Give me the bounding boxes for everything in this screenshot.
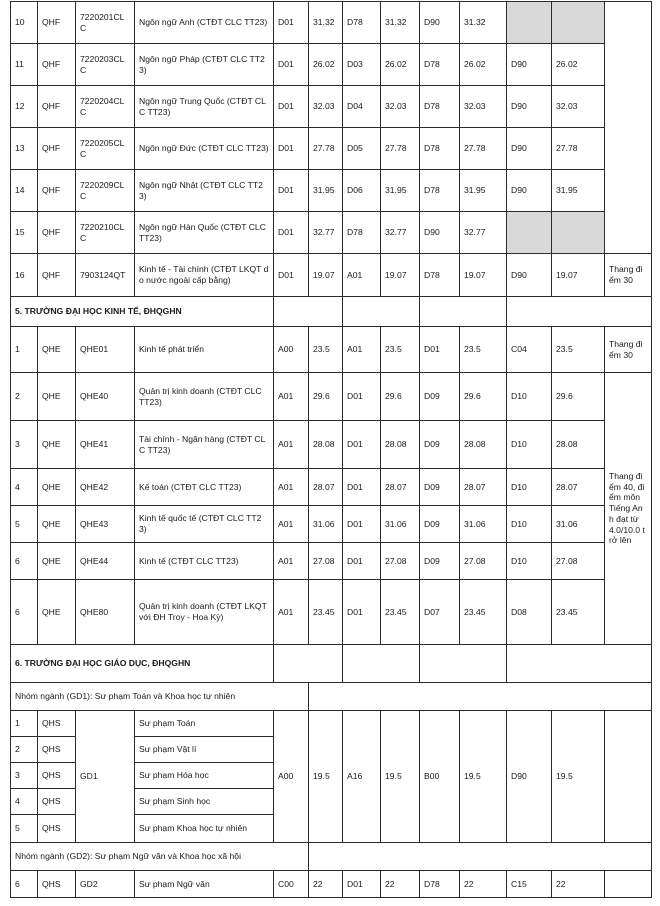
score: 28.07 [552, 469, 605, 506]
table-row [11, 711, 652, 737]
institution-code: QHE [38, 327, 76, 373]
table-row [11, 170, 652, 212]
score: 31.95 [309, 170, 343, 212]
score: 31.32 [309, 2, 343, 44]
major-code: QHE80 [76, 580, 135, 645]
subject-combo: D90 [420, 212, 460, 254]
empty-cell [274, 297, 343, 327]
score: 27.78 [552, 128, 605, 170]
major-name: Sư phạm Hóa học [135, 763, 274, 789]
note-cell: Thang điểm 30 [605, 327, 652, 373]
row-number: 3 [11, 421, 38, 469]
institution-code: QHF [38, 44, 76, 86]
institution-code: QHS [38, 789, 76, 815]
subject-combo: A00 [274, 711, 309, 843]
subject-combo: D05 [343, 128, 381, 170]
institution-code: QHF [38, 86, 76, 128]
score: 29.6 [309, 373, 343, 421]
score: 23.5 [460, 327, 507, 373]
score: 23.45 [460, 580, 507, 645]
row-number: 5 [11, 815, 38, 843]
subject-combo: D90 [507, 711, 552, 843]
subject-combo: D01 [274, 170, 309, 212]
score: 31.95 [460, 170, 507, 212]
score: 28.08 [552, 421, 605, 469]
subject-combo: D90 [507, 128, 552, 170]
row-number: 1 [11, 327, 38, 373]
subject-combo: D03 [343, 44, 381, 86]
score: 32.77 [381, 212, 420, 254]
subject-combo: D01 [343, 506, 381, 543]
subject-combo: A01 [274, 506, 309, 543]
group-title: Nhóm ngành (GD1): Sư phạm Toán và Khoa học tự nhiên [11, 683, 309, 711]
score: 28.07 [381, 469, 420, 506]
score: 22 [460, 871, 507, 898]
major-name: Ngôn ngữ Hàn Quốc (CTĐT CLC TT23) [135, 212, 274, 254]
row-number: 2 [11, 373, 38, 421]
major-name: Ngôn ngữ Nhật (CTĐT CLC TT23) [135, 170, 274, 212]
score: 32.77 [460, 212, 507, 254]
group-title: Nhóm ngành (GD2): Sư phạm Ngữ văn và Khoa học xã hội [11, 843, 309, 871]
score: 28.07 [460, 469, 507, 506]
score: 23.5 [381, 327, 420, 373]
table-row [11, 506, 652, 543]
subject-combo: A01 [274, 469, 309, 506]
score: 31.06 [460, 506, 507, 543]
score: 27.78 [309, 128, 343, 170]
score: 19.5 [552, 711, 605, 843]
score: 23.45 [309, 580, 343, 645]
note-cell [605, 711, 652, 843]
subject-combo: D10 [507, 373, 552, 421]
major-code: 7220205CLC [76, 128, 135, 170]
empty-cell [507, 212, 552, 254]
score: 23.5 [309, 327, 343, 373]
empty-cell [552, 212, 605, 254]
major-name: Sư phạm Khoa học tự nhiên [135, 815, 274, 843]
subject-combo: D10 [507, 421, 552, 469]
score: 28.08 [381, 421, 420, 469]
subject-combo: D78 [420, 871, 460, 898]
institution-code: QHE [38, 543, 76, 580]
major-code: QHE41 [76, 421, 135, 469]
row-number: 4 [11, 789, 38, 815]
institution-code: QHS [38, 815, 76, 843]
score: 19.07 [552, 254, 605, 297]
table-row [11, 2, 652, 44]
score: 22 [309, 871, 343, 898]
subject-combo: D01 [343, 469, 381, 506]
subject-combo: D01 [274, 212, 309, 254]
subject-combo: D10 [507, 469, 552, 506]
score: 22 [552, 871, 605, 898]
table-row [11, 212, 652, 254]
score: 31.06 [552, 506, 605, 543]
score: 32.03 [552, 86, 605, 128]
subject-combo: D06 [343, 170, 381, 212]
major-code: 7903124QT [76, 254, 135, 297]
major-name: Quản trị kinh doanh (CTĐT CLC TT23) [135, 373, 274, 421]
subject-combo: A01 [274, 373, 309, 421]
major-name: Ngôn ngữ Trung Quốc (CTĐT CLC TT23) [135, 86, 274, 128]
major-name: Sư phạm Vật lí [135, 737, 274, 763]
table-row [11, 327, 652, 373]
subject-combo: D90 [507, 86, 552, 128]
major-code: QHE44 [76, 543, 135, 580]
subject-combo: A01 [274, 543, 309, 580]
major-code: 7220203CLC [76, 44, 135, 86]
score: 19.07 [460, 254, 507, 297]
row-number: 6 [11, 871, 38, 898]
empty-cell [420, 645, 507, 683]
subject-combo: D01 [343, 421, 381, 469]
subject-combo: D01 [274, 128, 309, 170]
admission-score-table [10, 1, 652, 898]
major-name: Ngôn ngữ Anh (CTĐT CLC TT23) [135, 2, 274, 44]
major-code: GD2 [76, 871, 135, 898]
row-number: 10 [11, 2, 38, 44]
score: 31.95 [552, 170, 605, 212]
row-number: 2 [11, 737, 38, 763]
subject-combo: A01 [343, 254, 381, 297]
institution-code: QHF [38, 2, 76, 44]
subject-combo: D90 [420, 2, 460, 44]
major-name: Ngôn ngữ Đức (CTĐT CLC TT23) [135, 128, 274, 170]
institution-code: QHE [38, 421, 76, 469]
institution-code: QHS [38, 711, 76, 737]
major-code: 7220201CLC [76, 2, 135, 44]
score: 27.08 [381, 543, 420, 580]
score: 26.02 [460, 44, 507, 86]
score: 23.45 [381, 580, 420, 645]
table-row [11, 469, 652, 506]
note-cell: Thang điểm 40, điểm môn Tiếng Anh đạt từ 4.0/10.0 trở lên [605, 373, 652, 645]
score: 29.6 [460, 373, 507, 421]
score: 31.32 [381, 2, 420, 44]
score: 32.03 [309, 86, 343, 128]
subject-combo: D90 [507, 254, 552, 297]
table-row [11, 44, 652, 86]
row-number: 4 [11, 469, 38, 506]
table-row [11, 373, 652, 421]
subject-combo: A01 [274, 421, 309, 469]
major-code: 7220210CLC [76, 212, 135, 254]
major-name: Ngôn ngữ Pháp (CTĐT CLC TT23) [135, 44, 274, 86]
score: 31.06 [381, 506, 420, 543]
row-number: 5 [11, 506, 38, 543]
subject-combo: B00 [420, 711, 460, 843]
subject-combo: D78 [420, 86, 460, 128]
empty-cell [507, 297, 652, 327]
institution-code: QHE [38, 373, 76, 421]
row-number: 13 [11, 128, 38, 170]
institution-code: QHE [38, 580, 76, 645]
major-code: QHE42 [76, 469, 135, 506]
subject-combo: D08 [507, 580, 552, 645]
subject-combo: D90 [507, 44, 552, 86]
score: 19.5 [309, 711, 343, 843]
score: 23.5 [552, 327, 605, 373]
row-number: 12 [11, 86, 38, 128]
subject-combo: D01 [420, 327, 460, 373]
empty-cell [309, 683, 652, 711]
major-name: Kinh tế (CTĐT CLC TT23) [135, 543, 274, 580]
score: 22 [381, 871, 420, 898]
subject-combo: D07 [420, 580, 460, 645]
score: 32.03 [460, 86, 507, 128]
row-number: 14 [11, 170, 38, 212]
section-title: 6. TRƯỜNG ĐẠI HỌC GIÁO DỤC, ĐHQGHN [11, 645, 274, 683]
score: 28.08 [309, 421, 343, 469]
subject-combo: C04 [507, 327, 552, 373]
subject-combo: C15 [507, 871, 552, 898]
subject-combo: D10 [507, 506, 552, 543]
subject-combo: D01 [274, 86, 309, 128]
score: 26.02 [381, 44, 420, 86]
major-name: Sư phạm Ngữ văn [135, 871, 274, 898]
table-row [11, 580, 652, 645]
major-name: Kinh tế phát triển [135, 327, 274, 373]
subject-combo: D09 [420, 373, 460, 421]
major-name: Sư phạm Toán [135, 711, 274, 737]
subject-combo: A01 [274, 580, 309, 645]
institution-code: QHF [38, 170, 76, 212]
score: 31.95 [381, 170, 420, 212]
subject-combo: D04 [343, 86, 381, 128]
score: 32.03 [381, 86, 420, 128]
group-header-row [11, 843, 652, 871]
subject-combo: D09 [420, 506, 460, 543]
institution-code: QHS [38, 737, 76, 763]
institution-code: QHS [38, 871, 76, 898]
note-cell [605, 2, 652, 254]
group-header-row [11, 683, 652, 711]
note-cell: Thang điểm 30 [605, 254, 652, 297]
subject-combo: D01 [274, 44, 309, 86]
score: 28.07 [309, 469, 343, 506]
score: 27.08 [309, 543, 343, 580]
subject-combo: D01 [274, 254, 309, 297]
subject-combo: A01 [343, 327, 381, 373]
major-code: QHE40 [76, 373, 135, 421]
row-number: 6 [11, 580, 38, 645]
score: 19.5 [381, 711, 420, 843]
table-row [11, 421, 652, 469]
subject-combo: D01 [343, 871, 381, 898]
score: 29.6 [381, 373, 420, 421]
subject-combo: D01 [274, 2, 309, 44]
subject-combo: D01 [343, 543, 381, 580]
empty-cell [507, 2, 552, 44]
note-cell [605, 871, 652, 898]
subject-combo: C00 [274, 871, 309, 898]
subject-combo: D10 [507, 543, 552, 580]
section-header-row [11, 645, 652, 683]
row-number: 1 [11, 711, 38, 737]
score: 26.02 [552, 44, 605, 86]
major-code: QHE43 [76, 506, 135, 543]
row-number: 3 [11, 763, 38, 789]
score: 23.45 [552, 580, 605, 645]
subject-combo: D78 [343, 212, 381, 254]
subject-combo: D01 [343, 580, 381, 645]
empty-cell [507, 645, 652, 683]
section-title: 5. TRƯỜNG ĐẠI HỌC KINH TẾ, ĐHQGHN [11, 297, 274, 327]
empty-cell [343, 645, 420, 683]
empty-cell [343, 297, 420, 327]
empty-cell [309, 843, 652, 871]
row-number: 11 [11, 44, 38, 86]
subject-combo: D09 [420, 469, 460, 506]
score: 26.02 [309, 44, 343, 86]
institution-code: QHF [38, 128, 76, 170]
score: 27.08 [460, 543, 507, 580]
subject-combo: D01 [343, 373, 381, 421]
major-code: 7220209CLC [76, 170, 135, 212]
subject-combo: D78 [420, 170, 460, 212]
subject-combo: D09 [420, 421, 460, 469]
subject-combo: D78 [420, 44, 460, 86]
empty-cell [274, 645, 343, 683]
major-code: 7220204CLC [76, 86, 135, 128]
score: 32.77 [309, 212, 343, 254]
section-header-row [11, 297, 652, 327]
subject-combo: D78 [420, 254, 460, 297]
score: 31.06 [309, 506, 343, 543]
row-number: 15 [11, 212, 38, 254]
major-name: Sư phạm Sinh học [135, 789, 274, 815]
score: 19.07 [381, 254, 420, 297]
major-name: Quản trị kinh doanh (CTĐT LKQT với ĐH Troy - Hoa Kỳ) [135, 580, 274, 645]
institution-code: QHF [38, 254, 76, 297]
subject-combo: A16 [343, 711, 381, 843]
score: 19.5 [460, 711, 507, 843]
empty-cell [420, 297, 507, 327]
subject-combo: D78 [343, 2, 381, 44]
subject-combo: A00 [274, 327, 309, 373]
table-row [11, 254, 652, 297]
score: 28.08 [460, 421, 507, 469]
institution-code: QHF [38, 212, 76, 254]
subject-combo: D09 [420, 543, 460, 580]
major-code: QHE01 [76, 327, 135, 373]
row-number: 6 [11, 543, 38, 580]
score: 27.78 [381, 128, 420, 170]
subject-combo: D78 [420, 128, 460, 170]
score: 27.78 [460, 128, 507, 170]
table-row [11, 128, 652, 170]
table-row [11, 871, 652, 898]
score: 27.08 [552, 543, 605, 580]
major-code: GD1 [76, 711, 135, 843]
score: 19.07 [309, 254, 343, 297]
major-name: Kinh tế - Tài chính (CTĐT LKQT do nước ngoài cấp bằng) [135, 254, 274, 297]
institution-code: QHE [38, 506, 76, 543]
empty-cell [552, 2, 605, 44]
institution-code: QHE [38, 469, 76, 506]
major-name: Tài chính - Ngân hàng (CTĐT CLC TT23) [135, 421, 274, 469]
table-row [11, 86, 652, 128]
table-row [11, 543, 652, 580]
major-name: Kinh tế quốc tế (CTĐT CLC TT23) [135, 506, 274, 543]
major-name: Kế toán (CTĐT CLC TT23) [135, 469, 274, 506]
score: 29.6 [552, 373, 605, 421]
subject-combo: D90 [507, 170, 552, 212]
score: 31.32 [460, 2, 507, 44]
row-number: 16 [11, 254, 38, 297]
institution-code: QHS [38, 763, 76, 789]
